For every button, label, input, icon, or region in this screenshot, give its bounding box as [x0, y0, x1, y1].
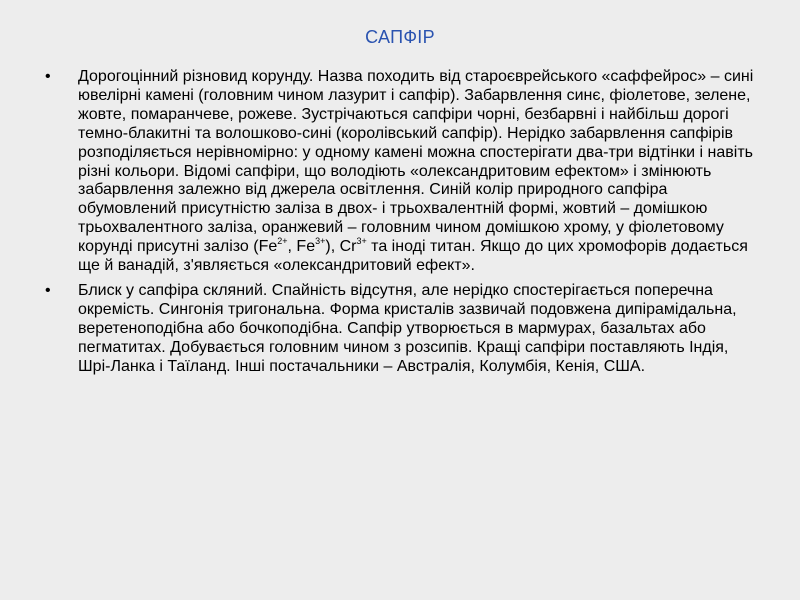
text-segment: та іноді титан. Якщо до цих хромофорів додається ще й ванадій, з'являється «олександритовий ефект». [78, 238, 748, 275]
bullet-text: • Блиск у сапфіра скляний. Спайність відсутня, але нерідко спостерігається поперечна окремість. Сингонія тригональна. Форма кристалів зазвичай подовжена дипірамідальна, веретеноподібна або бочкоподібна. Сапфір утворюється в мармурах, базальтах або пегматитах. Добувається головним чином з розсипів. Кращі сапфіри поставляють Індія, Шрі-Ланка і Таїланд. Інші постачальники – Австралія, Колумбія, Кенія, США. [78, 281, 737, 375]
bullet-item-sapphire-properties [45, 282, 757, 377]
superscript-fe2: 2+ [277, 235, 288, 246]
superscript-cr3: 3+ [356, 235, 367, 246]
text-segment: , Fe [287, 238, 316, 256]
superscript-fe3: 3+ [315, 235, 326, 246]
slide-title: САПФІР [365, 27, 435, 47]
bullet-list [45, 68, 757, 383]
bullet-item-sapphire-description [45, 68, 757, 276]
bullet-text [78, 68, 757, 276]
text-segment: Дорогоцінний різновид корунду. Назва походить від староєврейського «саффейрос» – сині ювелірні камені (головним чином лазурит і сапфір). Забарвлення синє, фіолетове, зелене, жовте, помаранчеве, рожеве. Зустрічаються сапфіри чорні, безбарвні і найбільш дорогі темно-блакитні та волошково-сині (королівський сапфір). Нерідко забарвлення сапфірів розподіляється нерівномірно: у одному камені можна спостерігати два-три відтінки і навіть різні кольори. Відомі сапфіри, що володіють «олександритовим ефектом» і змінюють забарвлення залежно від джерела освітлення. Синій колір природного сапфіра обумовлений присутністю заліза в двох- і трьохвалентній формі, жовтий – домішкою трьохвалентного заліза, оранжевий – головним чином домішкою хрому, у фіолетовому корунді присутні залізо (Fe [78, 68, 754, 256]
text-segment: ), Cr [325, 238, 357, 256]
